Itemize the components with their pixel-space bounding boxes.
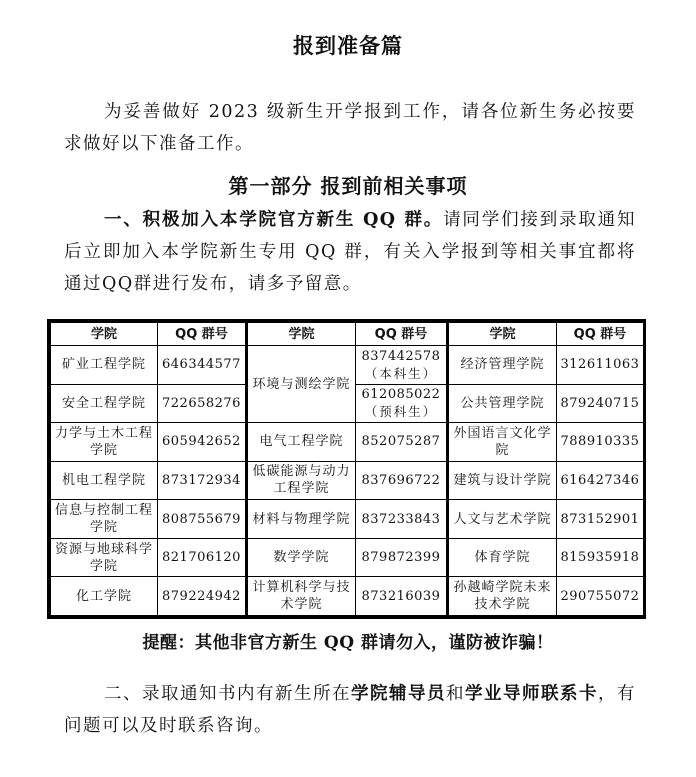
college-name: 孙越崎学院未来技术学院 [448,577,557,616]
qq-number: 873152901 [557,500,644,539]
item2-text: 和 [446,684,465,704]
qq-number: 852075287 [356,423,448,462]
table-row [51,500,644,539]
college-name: 数学学院 [247,538,356,577]
college-name: 电气工程学院 [247,423,356,462]
table-header: 学院 [448,323,557,346]
college-name: 安全工程学院 [51,384,158,423]
college-name: 信息与控制工程学院 [51,500,158,539]
college-name: 公共管理学院 [448,384,557,423]
qq-number: 879224942 [158,577,247,616]
item2-emphasis: 学业导师联系卡 [465,684,598,704]
college-name: 机电工程学院 [51,461,158,500]
college-name: 环境与测绘学院 [247,346,356,423]
qq-number: 312611063 [557,346,644,385]
college-name: 经济管理学院 [448,346,557,385]
qq-note: （预科生） [364,404,438,420]
qq-number: 879240715 [557,384,644,423]
qq-number: 879872399 [356,538,448,577]
qq-number: 837233843 [356,500,448,539]
qq-number: 616427346 [557,461,644,500]
table-row [51,346,644,385]
item1-heading: 一、积极加入本学院官方新生 QQ 群。 [104,210,444,230]
college-name: 资源与地球科学学院 [51,538,158,577]
table-row [51,423,644,462]
table-row [51,538,644,577]
qq-number: 788910335 [557,423,644,462]
college-name: 建筑与设计学院 [448,461,557,500]
qq-number: 815935918 [557,538,644,577]
qq-number-value: 837442578 [361,348,441,364]
qq-number-value: 612085022 [361,387,441,403]
table-header: QQ 群号 [557,323,644,346]
qq-group-table [47,319,646,619]
qq-number: 290755072 [557,577,644,616]
table-row [51,577,644,616]
college-name: 外国语言文化学院 [448,423,557,462]
qq-number: 873172934 [158,461,247,500]
item1-paragraph [64,204,636,300]
qq-number: 722658276 [158,384,247,423]
college-name: 材料与物理学院 [247,500,356,539]
intro-paragraph: 为妥善做好 2023 级新生开学报到工作，请各位新生务必按要求做好以下准备工作。 [64,102,636,154]
qq-number: 605942652 [158,423,247,462]
table-header: 学院 [247,323,356,346]
qq-number: 873216039 [356,577,448,616]
table-header-row [51,323,644,346]
qq-note: （本科生） [364,365,438,381]
college-name: 计算机科学与技术学院 [247,577,356,616]
table-header: QQ 群号 [158,323,247,346]
college-name: 体育学院 [448,538,557,577]
item2-text: ，有问题可以及时联系咨询。 [64,684,636,736]
college-name: 人文与艺术学院 [448,500,557,539]
qq-number [356,346,448,385]
item2-emphasis: 学院辅导员 [351,684,446,704]
page-title: 报到准备篇 [293,34,403,58]
college-name: 低碳能源与动力工程学院 [247,461,356,500]
qq-number [356,384,448,423]
college-name: 矿业工程学院 [51,346,158,385]
item1-text: 请同学们接到录取通知后立即加入本学院新生专用 QQ 群，有关入学报到等相关事宜都将通过QQ群进行发布，请多予留意。 [64,210,636,294]
item2-text: 二、录取通知书内有新生所在 [104,684,351,704]
qq-number: 821706120 [158,538,247,577]
qq-number: 808755679 [158,500,247,539]
section-title: 第一部分 报到前相关事项 [228,174,468,198]
qq-number: 837696722 [356,461,448,500]
table-header: QQ 群号 [356,323,448,346]
warning-notice: 提醒：其他非官方新生 QQ 群请勿入，谨防被诈骗！ [142,633,554,653]
college-name: 化工学院 [51,577,158,616]
table-row [51,461,644,500]
college-name: 力学与土木工程学院 [51,423,158,462]
item2-paragraph [64,678,636,742]
table-header: 学院 [51,323,158,346]
qq-number: 646344577 [158,346,247,385]
